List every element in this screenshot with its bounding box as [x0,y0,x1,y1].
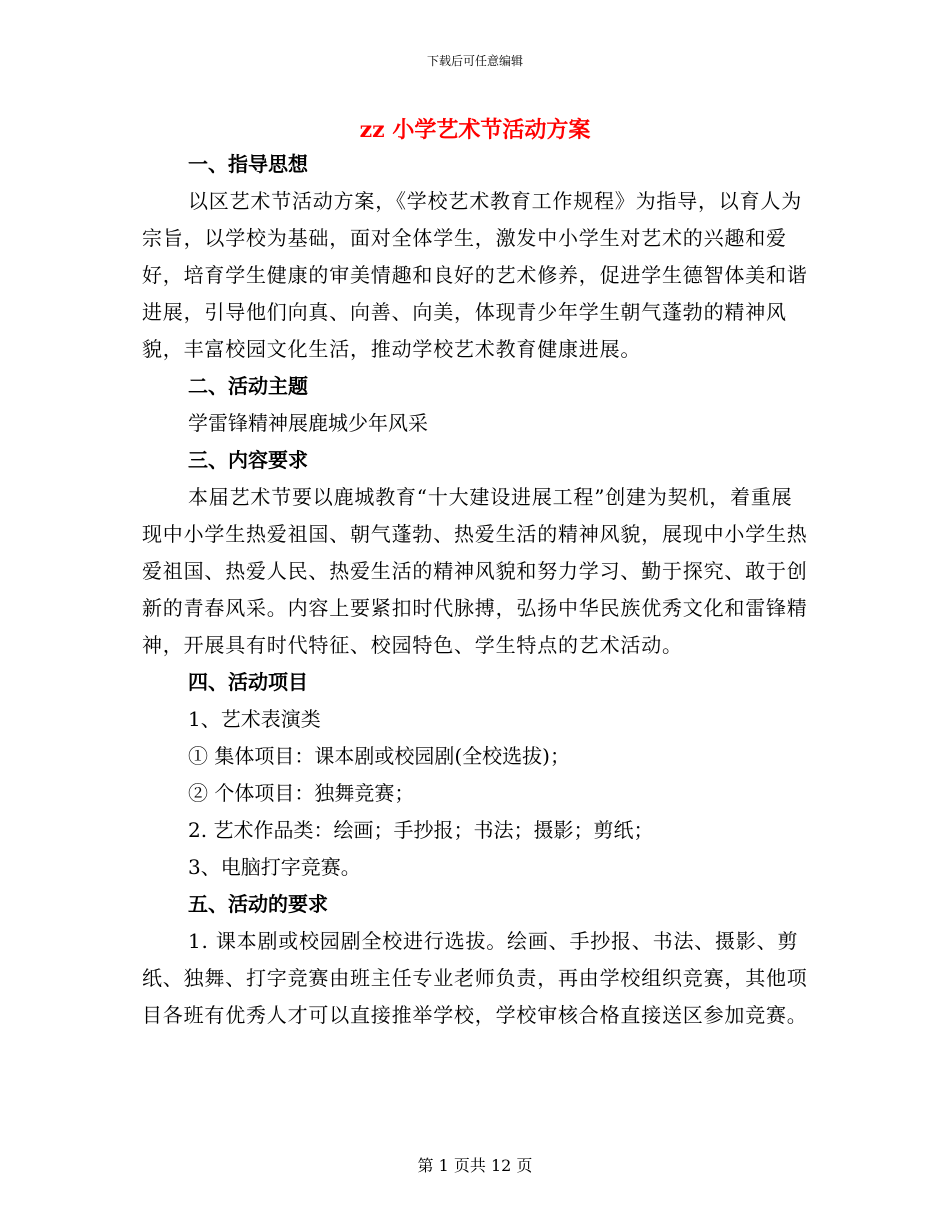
section-heading-content-requirements: 三、内容要求 [188,448,308,472]
section-heading-activity-requirements: 五、活动的要求 [188,892,328,916]
section-body-guiding-ideology: 以区艺术节活动方案，《学校艺术教育工作规程》为指导，以育人为宗旨，以学校为基础，面对全体学生，激发中小学生对艺术的兴趣和爱好，培育学生健康的审美情趣和良好的艺术修养，促进学生德智体美和谐进展，引导他们向真、向善、向美，体现青少年学生朝气蓬勃的精神风貌，丰富校园文化生活，推动学校艺术教育健康进展。 [142,189,808,361]
section-body-theme: 学雷锋精神展鹿城少年风采 [188,411,428,435]
activity-item: 1、艺术表演类 [188,707,321,731]
section-body-activity-requirements: 1. 课本剧或校园剧全校进行选拔。绘画、手抄报、书法、摄影、剪纸、独舞、打字竞赛由班主任专业老师负责，再由学校组织竞赛，其他项目各班有优秀人才可以直接推举学校，学校审核合格直接送区参加竞赛。 [142,929,808,1027]
section-heading-activity-items: 四、活动项目 [188,670,308,694]
activity-item: 3、电脑打字竞赛。 [188,855,361,879]
section-body-content-requirements: 本届艺术节要以鹿城教育“十大建设进展工程”创建为契机，着重展现中小学生热爱祖国、朝气蓬勃、热爱生活的精神风貌，展现中小学生热爱祖国、热爱人民、热爱生活的精神风貌和努力学习、勤于探究、敢于创新的青春风采。内容上要紧扣时代脉搏，弘扬中华民族优秀文化和雷锋精神，开展具有时代特征、校园特色、学生特点的艺术活动。 [142,485,808,657]
activity-item: ① 集体项目：课本剧或校园剧(全校选拔)； [188,744,570,768]
section-heading-guiding-ideology: 一、指导思想 [188,152,308,176]
activity-item: 2. 艺术作品类：绘画；手抄报；书法；摄影；剪纸； [188,818,654,842]
document-title: zz 小学艺术节活动方案 [359,117,591,143]
activity-item: ② 个体项目：独舞竞赛； [188,781,415,805]
document-body [142,146,810,1034]
page-number-footer: 第 1 页共 12 页 [417,1156,533,1175]
section-heading-theme: 二、活动主题 [188,374,308,398]
page-header-note: 下载后可任意编辑 [426,54,523,68]
